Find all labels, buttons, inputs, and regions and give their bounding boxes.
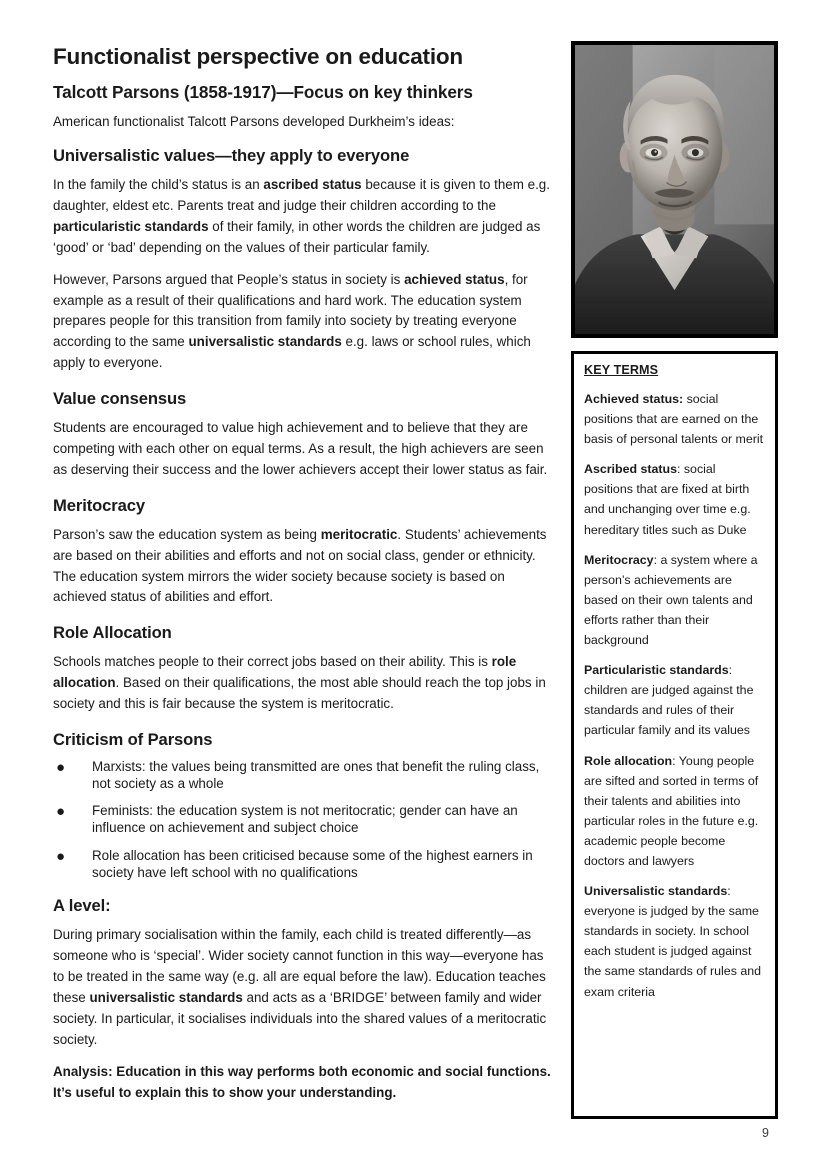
key-term-label: Achieved status: bbox=[584, 392, 684, 406]
heading-role-allocation: Role Allocation bbox=[53, 623, 172, 643]
key-term-label: Ascribed status bbox=[584, 462, 677, 477]
paragraph-value-consensus: Students are encouraged to value high achievement and to believe that they are competing with each other on equal terms. As a result, the high achievers are seen as deserving their success and the lower achievers accept their lower status as fair. bbox=[53, 420, 548, 477]
document-subtitle: Talcott Parsons (1858-1917)—Focus on key thinkers bbox=[53, 81, 473, 102]
text-run: However, Parsons argued that People’s status in society is bbox=[53, 271, 405, 287]
text-run: e.g. laws or school rules, which apply to everyone. bbox=[53, 334, 531, 371]
text-run: In the family the child’s status is an bbox=[53, 177, 264, 192]
key-term-definition: : Young people are sifted and sorted in terms of their talents and abilities into particular roles in the future e.g. academic people become doctors and lawyers bbox=[584, 753, 759, 868]
key-term-definition: : social positions that are fixed at birth and unchanging over time e.g. hereditary titles such as Duke bbox=[584, 462, 751, 537]
key-term-particularistic-standards bbox=[584, 660, 765, 740]
bullet-icon: ● bbox=[56, 758, 66, 776]
emphasis-universalistic-standards-alevel: universalistic standards bbox=[89, 989, 243, 1005]
bullet-icon: ● bbox=[56, 803, 66, 821]
key-term-label: Universalistic standards bbox=[584, 884, 728, 899]
key-term-definition: : everyone is judged by the same standards in society. In school each student is judged against the same standards of rules and exam criteria bbox=[584, 884, 762, 999]
intro-paragraph: American functionalist Talcott Parsons developed Durkheim’s ideas: bbox=[53, 114, 455, 130]
key-term-achieved-status bbox=[584, 389, 765, 449]
text-run: . Students’ achievements are based on their abilities and efforts and not on social class, gender or ethnicity. The education system mirrors the wider society because society is based on achieved status of abilities and effort. bbox=[53, 526, 547, 605]
emphasis-role-allocation: role allocation bbox=[53, 654, 517, 691]
talcott-parsons-portrait-photo bbox=[571, 41, 778, 338]
text-run: of their family, in other words the children are judged as ‘good’ or ‘bad’ depending on the values of their particular family. bbox=[53, 218, 541, 255]
text-run: Schools matches people to their correct jobs based on their ability. This is bbox=[53, 654, 492, 670]
key-terms-panel bbox=[571, 351, 778, 1119]
bullet-icon: ● bbox=[56, 847, 66, 865]
list-item bbox=[53, 848, 557, 882]
text-run: and acts as a ‘BRIDGE’ between family and wider society. In particular, it socialises individuals into the shared values of a meritocratic society. bbox=[53, 989, 547, 1047]
paragraph-meritocracy bbox=[53, 525, 557, 609]
text-run: because it is given to them e.g. daughter, eldest etc. Parents treat and judge their children according to the bbox=[53, 177, 550, 213]
text-run: Parson’s saw the education system as being bbox=[53, 526, 321, 542]
heading-value-consensus: Value consensus bbox=[53, 389, 187, 409]
text-run: . Based on their qualifications, the most able should reach the top jobs in society and this is fair because the system is meritocratic. bbox=[53, 675, 546, 712]
heading-meritocracy: Meritocracy bbox=[53, 495, 146, 515]
paragraph-a-level bbox=[53, 925, 557, 1050]
key-terms-title: KEY TERMS bbox=[584, 363, 659, 377]
paragraph-analysis: Analysis: Education in this way performs both economic and social functions. It’s useful to explain this to show your understanding. bbox=[53, 1063, 551, 1100]
list-item bbox=[53, 759, 557, 793]
key-term-definition: : children are judged against the standards and rules of their particular family and its values bbox=[584, 663, 754, 738]
page-title: Functionalist perspective on education bbox=[53, 44, 463, 69]
criticism-bullet-list bbox=[53, 759, 557, 882]
emphasis-achieved-status: achieved status bbox=[404, 271, 505, 287]
key-term-universalistic-standards bbox=[584, 881, 765, 1002]
text-run: , for example as a result of their qualifications and hard work. The education system prepares people for this transition from family into society by treating everyone according to the same bbox=[53, 271, 528, 350]
key-term-role-allocation bbox=[584, 751, 765, 872]
emphasis-meritocratic: meritocratic bbox=[320, 526, 398, 542]
heading-a-level: A level: bbox=[53, 896, 111, 916]
paragraph-achieved-status bbox=[53, 270, 557, 375]
paragraph-role-allocation bbox=[53, 652, 557, 715]
emphasis-particularistic-standards: particularistic standards bbox=[53, 218, 209, 234]
key-term-label: Role allocation bbox=[584, 753, 673, 768]
list-item-label: Feminists: the education system is not meritocratic; gender can have an influence on achievement and subject choice bbox=[92, 803, 518, 836]
key-term-definition: social positions that are earned on the basis of personal talents or merit bbox=[584, 392, 764, 447]
main-content-column bbox=[53, 44, 557, 1115]
emphasis-ascribed-status: ascribed status bbox=[263, 177, 362, 192]
list-item-label: Marxists: the values being transmitted are ones that benefit the ruling class, not society as a whole bbox=[92, 758, 540, 791]
key-term-label: Meritocracy bbox=[584, 552, 654, 567]
list-item bbox=[53, 803, 557, 837]
key-term-meritocracy bbox=[584, 550, 765, 650]
text-run: During primary socialisation within the family, each child is treated differently—as someone who is ‘special’. Wider society cannot function in this way—everyone has to be treated in the same way (e.g. all are equal before the law). Education teaches these bbox=[53, 927, 546, 1005]
heading-universalistic-values: Universalistic values—they apply to everyone bbox=[53, 146, 410, 166]
emphasis-universalistic-standards: universalistic standards bbox=[188, 334, 342, 350]
list-item-label: Role allocation has been criticised because some of the highest earners in society have left school with no qualifications bbox=[92, 847, 533, 880]
paragraph-ascribed-status bbox=[53, 175, 557, 259]
page-number: 9 bbox=[762, 1126, 769, 1140]
heading-criticism-of-parsons: Criticism of Parsons bbox=[53, 729, 213, 749]
key-term-ascribed-status bbox=[584, 459, 765, 539]
portrait-illustration bbox=[575, 45, 774, 334]
key-term-definition: : a system where a person’s achievements are based on their own talents and efforts rather than their background bbox=[584, 552, 758, 648]
key-term-label: Particularistic standards bbox=[584, 663, 729, 678]
